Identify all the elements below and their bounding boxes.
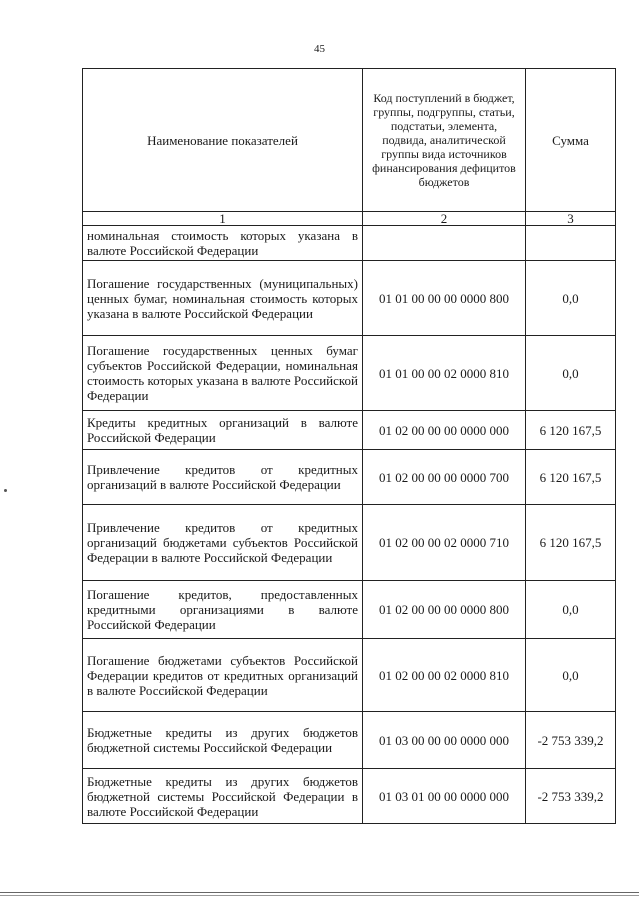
row-code: 01 01 00 00 02 0000 810 — [363, 336, 526, 411]
row-code: 01 02 00 00 00 0000 800 — [363, 581, 526, 639]
header-sum: Сумма — [526, 69, 616, 212]
row-name: номинальная стоимость которых указана в валюте Российской Федерации — [83, 226, 363, 261]
table-row — [83, 336, 616, 411]
table-row — [83, 712, 616, 769]
row-sum: 0,0 — [526, 639, 616, 712]
budget-sources-table — [82, 68, 616, 824]
row-sum: -2 753 339,2 — [526, 769, 616, 824]
scan-mark — [4, 489, 7, 492]
row-name: Погашение кредитов, предоставленных кредитными организациями в валюте Российской Федерации — [83, 581, 363, 639]
row-sum: 0,0 — [526, 336, 616, 411]
row-name: Бюджетные кредиты из других бюджетов бюджетной системы Российской Федерации — [83, 712, 363, 769]
row-name: Погашение бюджетами субъектов Российской Федерации кредитов от кредитных организаций в валюте Российской Федерации — [83, 639, 363, 712]
row-name: Бюджетные кредиты из других бюджетов бюджетной системы Российской Федерации в валюте Российской Федерации — [83, 769, 363, 824]
row-name: Привлечение кредитов от кредитных организаций бюджетами субъектов Российской Федерации в валюте Российской Федерации — [83, 505, 363, 581]
row-name: Привлечение кредитов от кредитных организаций в валюте Российской Федерации — [83, 450, 363, 505]
row-sum: 0,0 — [526, 261, 616, 336]
footer-rule — [0, 895, 639, 896]
row-code — [363, 226, 526, 261]
row-code: 01 01 00 00 00 0000 800 — [363, 261, 526, 336]
row-code: 01 02 00 00 02 0000 710 — [363, 505, 526, 581]
row-code: 01 02 00 00 00 0000 000 — [363, 411, 526, 450]
row-name: Погашение государственных ценных бумаг субъектов Российской Федерации, номинальная стоимость которых указана в валюте Российской Федерации — [83, 336, 363, 411]
table-row — [83, 769, 616, 824]
row-code: 01 03 00 00 00 0000 000 — [363, 712, 526, 769]
row-code: 01 02 00 00 00 0000 700 — [363, 450, 526, 505]
row-sum: 6 120 167,5 — [526, 411, 616, 450]
footer-rule — [0, 892, 639, 893]
table-row — [83, 450, 616, 505]
row-sum — [526, 226, 616, 261]
row-name: Кредиты кредитных организаций в валюте Российской Федерации — [83, 411, 363, 450]
header-code: Код поступлений в бюджет, группы, подгруппы, статьи, подстатьи, элемента, подвида, аналитической группы вида источников финансирования дефицитов бюджетов — [363, 69, 526, 212]
row-name: Погашение государственных (муниципальных) ценных бумаг, номинальная стоимость которых указана в валюте Российской Федерации — [83, 261, 363, 336]
table-header-row — [83, 69, 616, 212]
row-sum: 6 120 167,5 — [526, 505, 616, 581]
row-sum: -2 753 339,2 — [526, 712, 616, 769]
table-row — [83, 411, 616, 450]
row-code: 01 03 01 00 00 0000 000 — [363, 769, 526, 824]
page-number: 45 — [314, 43, 325, 55]
column-number: 2 — [363, 212, 526, 226]
table-row — [83, 581, 616, 639]
table-row — [83, 639, 616, 712]
row-sum: 6 120 167,5 — [526, 450, 616, 505]
column-number: 1 — [83, 212, 363, 226]
row-code: 01 02 00 00 02 0000 810 — [363, 639, 526, 712]
header-name: Наименование показателей — [83, 69, 363, 212]
column-number-row — [83, 212, 616, 226]
row-sum: 0,0 — [526, 581, 616, 639]
table-row — [83, 505, 616, 581]
table-row — [83, 261, 616, 336]
column-number: 3 — [526, 212, 616, 226]
table-row — [83, 226, 616, 261]
